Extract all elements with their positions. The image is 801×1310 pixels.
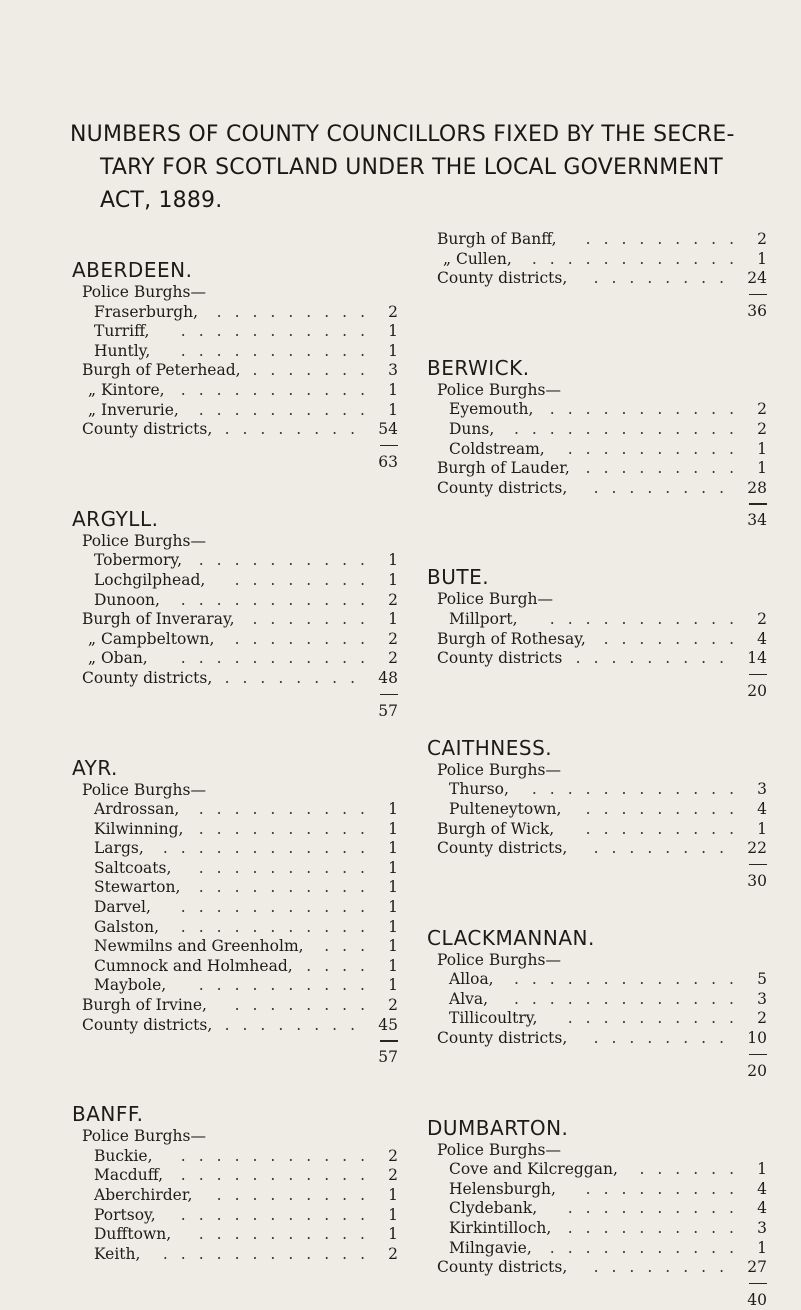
row-value: 2 — [388, 996, 398, 1015]
county-total: 20 — [747, 681, 767, 700]
table-row — [72, 996, 424, 1016]
table-row — [72, 669, 424, 689]
row-label: Burgh of Inveraray, — [82, 610, 235, 629]
row-label: Burgh of Wick, — [437, 819, 555, 838]
leader-dots: ....... — [252, 361, 378, 380]
row-value: 54 — [378, 420, 398, 439]
leader-dots: .......... — [198, 1225, 378, 1244]
leader-dots: ........ — [593, 839, 737, 858]
leader-dots: ............ — [531, 780, 747, 799]
row-value: 1 — [388, 839, 398, 858]
county-heading: ABERDEEN. — [72, 258, 193, 282]
table-row — [427, 1258, 787, 1278]
table-row — [427, 269, 787, 289]
table-row — [72, 591, 424, 611]
leader-dots: ........ — [234, 996, 378, 1015]
table-row — [72, 532, 424, 552]
table-row — [72, 1206, 424, 1226]
row-label: Newmilns and Greenholm, — [94, 937, 304, 956]
row-value: 3 — [388, 361, 398, 380]
table-row — [72, 800, 424, 820]
right-column — [427, 230, 787, 1310]
table-row — [72, 937, 424, 957]
leader-dots: .......... — [567, 1199, 747, 1218]
title-line-3: ACT, 1889. — [100, 188, 223, 213]
leader-dots: ............ — [531, 249, 747, 268]
row-value: 1 — [757, 249, 767, 268]
row-label: Police Burghs— — [437, 950, 561, 969]
row-label: Coldstream, — [449, 439, 545, 458]
leader-dots: ........... — [180, 322, 378, 341]
leader-dots: .......... — [198, 551, 378, 570]
title-line-2: TARY FOR SCOTLAND UNDER THE LOCAL GOVERNMENT — [100, 155, 723, 180]
leader-dots: ......... — [585, 819, 747, 838]
row-label: Dunoon, — [94, 590, 160, 609]
county-total-row — [72, 452, 424, 472]
row-value: 1 — [388, 878, 398, 897]
row-value: 2 — [388, 1146, 398, 1165]
total-rule — [72, 689, 424, 701]
county-total: 57 — [378, 1048, 398, 1067]
row-value: 3 — [757, 1219, 767, 1238]
leader-dots: ........ — [224, 668, 368, 687]
table-row — [72, 820, 424, 840]
leader-dots: ......... — [216, 302, 378, 321]
row-value: 1 — [388, 551, 398, 570]
row-label: Thurso, — [449, 780, 509, 799]
row-label: Buckie, — [94, 1146, 153, 1165]
table-row — [427, 400, 787, 420]
table-row — [427, 590, 787, 610]
table-row — [427, 780, 787, 800]
county-total: 34 — [747, 511, 767, 530]
table-row — [427, 1199, 787, 1219]
row-value: 4 — [757, 1199, 767, 1218]
leader-dots: ............ — [162, 839, 378, 858]
row-value: 1 — [388, 858, 398, 877]
row-value: 48 — [378, 668, 398, 687]
row-value: 4 — [757, 1179, 767, 1198]
leader-dots: .......... — [567, 1219, 747, 1238]
row-value: 1 — [757, 439, 767, 458]
county-total-row — [72, 701, 424, 721]
row-value: 1 — [757, 819, 767, 838]
row-value: 3 — [757, 780, 767, 799]
row-label: Alva, — [449, 989, 489, 1008]
row-value: 1 — [388, 1205, 398, 1224]
row-label: Portsoy, — [94, 1205, 156, 1224]
county-heading: ARGYLL. — [72, 506, 159, 531]
table-row — [72, 1127, 424, 1147]
row-label: County districts, — [437, 269, 568, 288]
leader-dots: ... — [324, 937, 378, 956]
county-total: 20 — [747, 1061, 767, 1080]
row-label: Police Burghs— — [437, 760, 561, 779]
row-value: 10 — [747, 1029, 767, 1048]
row-value: 5 — [757, 970, 767, 989]
row-label: Duns, — [449, 419, 495, 438]
row-label: Police Burghs— — [437, 1140, 561, 1159]
row-label: Clydebank, — [449, 1199, 538, 1218]
table-row — [427, 970, 787, 990]
row-label: Tobermory, — [94, 551, 183, 570]
total-rule — [427, 669, 787, 681]
table-row — [72, 610, 424, 630]
row-value: 1 — [388, 322, 398, 341]
row-value: 1 — [388, 937, 398, 956]
county-total-row — [427, 1061, 787, 1081]
county-total-row — [427, 681, 787, 701]
total-rule — [427, 498, 787, 510]
county-heading: CLACKMANNAN. — [427, 925, 595, 950]
table-row — [427, 649, 787, 669]
county-total-row — [427, 510, 787, 530]
table-row — [427, 1009, 787, 1029]
leader-dots: .... — [306, 956, 378, 975]
table-row — [72, 303, 424, 323]
row-value: 4 — [757, 799, 767, 818]
row-label: Ardrossan, — [94, 800, 180, 819]
row-value: 1 — [388, 956, 398, 975]
row-label: Milngavie, — [449, 1238, 532, 1257]
row-label: Pulteneytown, — [449, 799, 562, 818]
table-row — [72, 1245, 424, 1265]
county-heading: AYR. — [72, 755, 118, 780]
table-row — [427, 381, 787, 401]
county-total-row — [427, 871, 787, 891]
county-section — [72, 1101, 424, 1264]
row-label: Helensburgh, — [449, 1179, 556, 1198]
row-label: Tillicoultry, — [449, 1009, 538, 1028]
table-row — [427, 630, 787, 650]
county-section — [427, 925, 787, 1081]
table-row — [427, 820, 787, 840]
row-label: Burgh of Banff, — [437, 230, 557, 248]
table-row — [427, 1239, 787, 1259]
row-label: Eyemouth, — [449, 400, 534, 419]
leader-dots: .......... — [198, 800, 378, 819]
county-section — [427, 230, 787, 321]
table-row — [72, 283, 424, 303]
row-label: „ Campbeltown, — [88, 629, 215, 648]
row-label: Burgh of Lauder, — [437, 459, 570, 478]
leader-dots: ....... — [252, 610, 378, 629]
leader-dots: ........ — [224, 420, 368, 439]
page-title — [70, 118, 770, 217]
row-value: 1 — [388, 917, 398, 936]
row-label: Police Burghs— — [82, 531, 206, 550]
row-label: County districts, — [82, 668, 213, 687]
leader-dots: ........... — [549, 1238, 747, 1257]
row-value: 2 — [388, 649, 398, 668]
row-value: 22 — [747, 839, 767, 858]
table-row — [427, 839, 787, 859]
leader-dots: ........... — [180, 898, 378, 917]
leader-dots: ............. — [513, 989, 747, 1008]
left-column — [72, 257, 424, 1264]
leader-dots: ......... — [585, 1179, 747, 1198]
leader-dots: ........... — [180, 590, 378, 609]
row-value: 4 — [757, 629, 767, 648]
table-row — [427, 440, 787, 460]
row-value: 1 — [388, 898, 398, 917]
row-label: „ Oban, — [88, 649, 148, 668]
leader-dots: .......... — [198, 400, 378, 419]
row-value: 1 — [388, 341, 398, 360]
table-row — [72, 1225, 424, 1245]
table-row — [427, 1180, 787, 1200]
row-value: 2 — [388, 590, 398, 609]
row-label: Cove and Kilcreggan, — [449, 1160, 618, 1179]
leader-dots: ........... — [180, 649, 378, 668]
row-label: Maybole, — [94, 976, 167, 995]
county-section — [72, 506, 424, 721]
row-label: Police Burghs— — [82, 780, 206, 799]
table-row — [72, 898, 424, 918]
leader-dots: ........... — [180, 380, 378, 399]
row-value: 1 — [757, 1160, 767, 1179]
table-row — [72, 859, 424, 879]
table-row — [427, 479, 787, 499]
row-label: Largs, — [94, 839, 144, 858]
leader-dots: ............ — [162, 1244, 378, 1263]
county-heading: BANFF. — [72, 1102, 144, 1127]
table-row — [427, 1029, 787, 1049]
table-row — [72, 1186, 424, 1206]
table-row — [72, 420, 424, 440]
leader-dots: ........ — [603, 629, 747, 648]
table-row — [72, 878, 424, 898]
row-value: 1 — [388, 570, 398, 589]
row-value: 1 — [388, 1186, 398, 1204]
county-heading: BERWICK. — [427, 355, 530, 380]
table-row — [72, 381, 424, 401]
county-total: 63 — [378, 452, 398, 471]
row-label: Police Burgh— — [437, 590, 554, 609]
table-row — [72, 630, 424, 650]
row-value: 1 — [388, 610, 398, 629]
county-total: 40 — [747, 1290, 767, 1309]
table-row — [72, 649, 424, 669]
row-label: County districts, — [437, 1029, 568, 1048]
table-row — [72, 322, 424, 342]
row-value: 24 — [747, 269, 767, 288]
table-row — [427, 1219, 787, 1239]
table-row — [72, 1016, 424, 1036]
table-row — [72, 839, 424, 859]
row-label: Kilwinning, — [94, 819, 184, 838]
leader-dots: ............. — [513, 419, 747, 438]
row-label: County districts, — [82, 420, 213, 439]
table-row — [72, 918, 424, 938]
table-row — [427, 951, 787, 971]
table-row — [427, 800, 787, 820]
leader-dots: ........... — [180, 1146, 378, 1165]
row-value: 3 — [757, 989, 767, 1008]
row-value: 45 — [378, 1015, 398, 1034]
leader-dots: ........... — [549, 609, 747, 628]
row-value: 2 — [388, 1166, 398, 1185]
leader-dots: ........ — [593, 478, 737, 497]
row-value: 1 — [388, 819, 398, 838]
table-row — [427, 1141, 787, 1161]
row-label: Police Burghs— — [82, 283, 206, 301]
table-row — [427, 990, 787, 1010]
table-row — [427, 1160, 787, 1180]
table-row — [72, 976, 424, 996]
row-label: Turriff, — [94, 322, 150, 341]
county-heading: CAITHNESS. — [427, 735, 553, 760]
row-label: County districts, — [437, 1258, 568, 1277]
row-label: Burgh of Rothesay, — [437, 629, 586, 648]
county-total: 36 — [747, 301, 767, 320]
row-value: 2 — [757, 419, 767, 438]
row-value: 2 — [757, 400, 767, 419]
county-total-row — [427, 301, 787, 321]
table-row — [72, 342, 424, 362]
total-rule — [427, 289, 787, 301]
row-value: 28 — [747, 478, 767, 497]
table-row — [72, 957, 424, 977]
table-row — [427, 610, 787, 630]
county-section — [427, 564, 787, 700]
row-label: Huntly, — [94, 341, 151, 360]
leader-dots: ........ — [234, 629, 378, 648]
leader-dots: ............. — [513, 970, 747, 989]
table-row — [72, 361, 424, 381]
table-row — [72, 1166, 424, 1186]
county-total: 57 — [378, 701, 398, 720]
total-rule — [427, 1049, 787, 1061]
leader-dots: ......... — [585, 459, 747, 478]
row-label: Burgh of Irvine, — [82, 996, 207, 1015]
leader-dots: ........... — [180, 917, 378, 936]
leader-dots: ........... — [180, 1166, 378, 1185]
row-value: 1 — [388, 400, 398, 419]
row-label: County districts — [437, 649, 563, 668]
row-label: County districts, — [437, 478, 568, 497]
row-value: 2 — [757, 230, 767, 248]
leader-dots: ........... — [549, 400, 747, 419]
leader-dots: .......... — [198, 976, 378, 995]
leader-dots: ........... — [180, 1205, 378, 1224]
row-value: 27 — [747, 1258, 767, 1277]
row-label: „ Inverurie, — [88, 400, 179, 419]
row-label: Kirkintilloch, — [449, 1219, 552, 1238]
row-label: Police Burghs— — [437, 380, 561, 399]
total-rule — [427, 859, 787, 871]
total-rule — [72, 1035, 424, 1047]
total-rule — [427, 1278, 787, 1290]
leader-dots: ......... — [585, 799, 747, 818]
row-label: County districts, — [437, 839, 568, 858]
county-section — [427, 735, 787, 891]
row-value: 1 — [388, 976, 398, 995]
table-row — [72, 571, 424, 591]
leader-dots: ........ — [593, 1258, 737, 1277]
row-label: Millport, — [449, 609, 518, 628]
row-value: 2 — [757, 1009, 767, 1028]
row-label: Dufftown, — [94, 1225, 172, 1244]
leader-dots: ........ — [593, 1029, 737, 1048]
table-row — [427, 420, 787, 440]
leader-dots: ......... — [585, 230, 747, 248]
county-heading: BUTE. — [427, 565, 490, 590]
leader-dots: .......... — [198, 819, 378, 838]
leader-dots: .......... — [567, 1009, 747, 1028]
row-value: 1 — [757, 459, 767, 478]
leader-dots: ........ — [593, 269, 737, 288]
leader-dots: ...... — [639, 1160, 747, 1179]
row-value: 2 — [388, 1244, 398, 1263]
row-label: Fraserburgh, — [94, 302, 199, 321]
county-section — [427, 355, 787, 531]
county-total-row — [427, 1290, 787, 1310]
leader-dots: ........ — [234, 570, 378, 589]
table-row — [72, 551, 424, 571]
row-value: 1 — [388, 800, 398, 819]
county-section — [427, 1115, 787, 1310]
table-row — [72, 401, 424, 421]
row-label: „ Cullen, — [443, 249, 512, 268]
row-label: Keith, — [94, 1244, 141, 1263]
row-label: Macduff, — [94, 1166, 164, 1185]
row-label: „ Kintore, — [88, 380, 165, 399]
row-label: Aberchirder, — [94, 1186, 193, 1204]
county-total-row — [72, 1047, 424, 1067]
row-label: Lochgilphead, — [94, 570, 206, 589]
row-value: 2 — [388, 302, 398, 321]
row-value: 14 — [747, 649, 767, 668]
leader-dots: ........... — [180, 341, 378, 360]
leader-dots: .......... — [198, 878, 378, 897]
table-row — [72, 1147, 424, 1167]
row-label: Saltcoats, — [94, 858, 172, 877]
table-row — [427, 250, 787, 270]
table-row — [72, 781, 424, 801]
county-total: 30 — [747, 871, 767, 890]
row-label: Alloa, — [449, 970, 494, 989]
row-label: Burgh of Peterhead, — [82, 361, 241, 380]
row-value: 1 — [388, 380, 398, 399]
table-row — [427, 761, 787, 781]
row-value: 1 — [388, 1225, 398, 1244]
row-label: County districts, — [82, 1015, 213, 1034]
row-value: 2 — [388, 629, 398, 648]
table-row — [427, 459, 787, 479]
row-value: 2 — [757, 609, 767, 628]
row-label: Darvel, — [94, 898, 151, 917]
leader-dots: .......... — [198, 858, 378, 877]
row-label: Stewarton, — [94, 878, 181, 897]
leader-dots: ......... — [575, 649, 737, 668]
leader-dots: .......... — [567, 439, 747, 458]
row-label: Police Burghs— — [82, 1127, 206, 1146]
row-label: Cumnock and Holmhead, — [94, 956, 293, 975]
row-label: Galston, — [94, 917, 160, 936]
county-section — [72, 257, 424, 472]
county-section — [72, 755, 424, 1068]
leader-dots: ......... — [216, 1186, 378, 1204]
leader-dots: ........ — [224, 1015, 368, 1034]
row-value: 1 — [757, 1238, 767, 1257]
total-rule — [72, 440, 424, 452]
title-line-1: NUMBERS OF COUNTY COUNCILLORS FIXED BY THE SECRE- — [70, 122, 735, 147]
county-heading: DUMBARTON. — [427, 1115, 569, 1140]
table-row — [427, 230, 787, 250]
